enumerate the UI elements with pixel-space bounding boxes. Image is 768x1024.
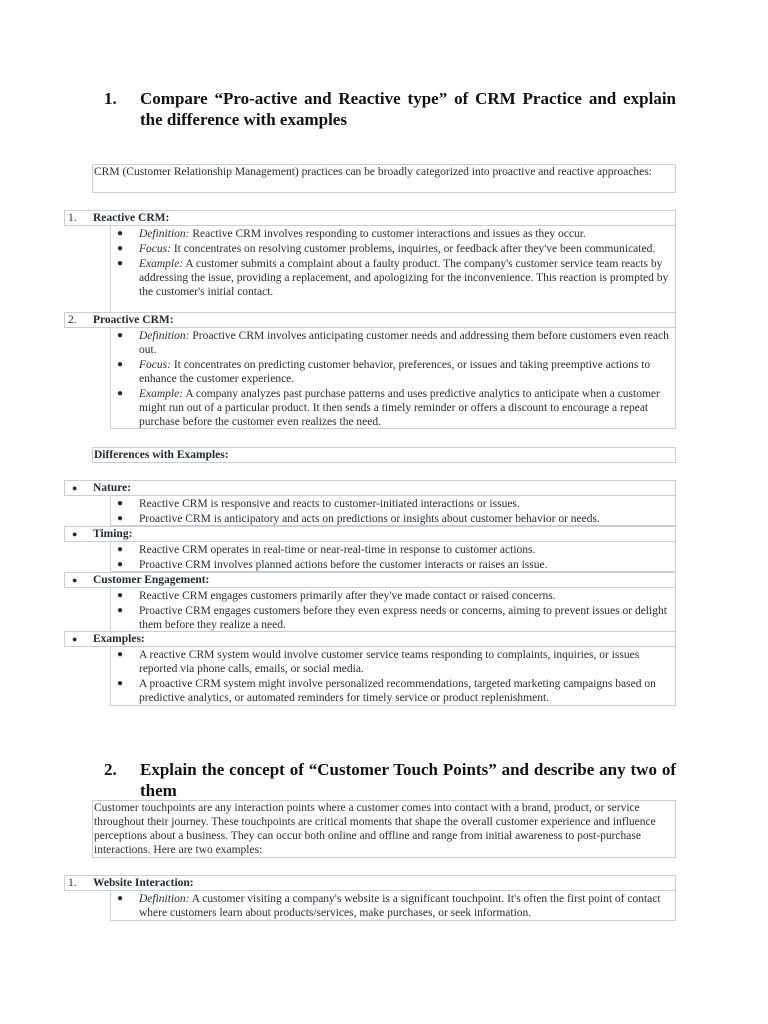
reactive-crm-number: 1. bbox=[68, 212, 77, 224]
question-1-heading bbox=[104, 88, 676, 130]
list-item bbox=[111, 589, 675, 603]
question-1-title: Compare “Pro-active and Reactive type” of CRM Practice and explain the difference with examples bbox=[140, 89, 676, 129]
item-text: A reactive CRM system would involve customer service teams responding to complaints, inquiries, or issues reported via phone calls, emails, or social media. bbox=[139, 649, 640, 675]
bullet: ● bbox=[72, 634, 78, 644]
list-item bbox=[111, 558, 675, 572]
list-item bbox=[111, 358, 675, 386]
bullet: ● bbox=[117, 590, 124, 601]
bullet: ● bbox=[117, 513, 124, 524]
question-2-number: 2. bbox=[104, 760, 117, 779]
question-2-heading bbox=[104, 759, 676, 801]
item-text: Reactive CRM is responsive and reacts to customer-initiated interactions or issues. bbox=[139, 498, 520, 510]
item-text: Proactive CRM involves planned actions before the customer interacts or raises an issue. bbox=[139, 559, 548, 571]
item-term: Definition: bbox=[139, 893, 190, 905]
intro-paragraph: CRM (Customer Relationship Management) practices can be broadly categorized into proactive and reactive approaches: bbox=[92, 164, 676, 193]
bullet: ● bbox=[117, 243, 124, 254]
bullet: ● bbox=[117, 330, 124, 341]
difference-examples-list bbox=[110, 646, 676, 706]
item-text: Reactive CRM engages customers primarily after they've made contact or raised concerns. bbox=[139, 590, 556, 602]
website-interaction-number: 1. bbox=[68, 877, 77, 889]
difference-examples-heading bbox=[64, 631, 676, 647]
question-2-title: Explain the concept of “Customer Touch Points” and describe any two of them bbox=[140, 760, 676, 800]
bullet: ● bbox=[117, 605, 124, 616]
difference-timing-list bbox=[110, 541, 676, 572]
item-text: A proactive CRM system might involve personalized recommendations, targeted marketing campaigns based on predictive analytics, or automated reminders for timely service or product replenishment. bbox=[139, 678, 656, 704]
item-text: It concentrates on resolving customer problems, inquiries, or feedback after they've been communicated. bbox=[170, 243, 656, 255]
bullet: ● bbox=[117, 544, 124, 555]
proactive-crm-heading bbox=[64, 312, 676, 328]
list-item bbox=[111, 329, 675, 357]
list-item bbox=[111, 512, 675, 526]
list-item bbox=[111, 543, 675, 557]
reactive-crm-heading bbox=[64, 210, 676, 226]
item-text: Reactive CRM operates in real-time or near-real-time in response to customer actions. bbox=[139, 544, 536, 556]
list-item bbox=[111, 257, 675, 299]
item-text: A company analyzes past purchase patterns and uses predictive analytics to anticipate when a customer might run out of a particular product. It then sends a timely reminder or offers a discount to encourage a repeat purchase before the customer even realizes the need. bbox=[139, 388, 660, 428]
reactive-crm-label: Reactive CRM: bbox=[93, 212, 170, 224]
difference-label: Nature: bbox=[93, 482, 132, 494]
list-item bbox=[111, 387, 675, 429]
item-text: Proactive CRM involves anticipating customer needs and addressing them before customers even reach out. bbox=[139, 330, 669, 356]
bullet: ● bbox=[72, 575, 78, 585]
differences-heading: Differences with Examples: bbox=[92, 447, 676, 463]
difference-label: Customer Engagement: bbox=[93, 574, 210, 586]
website-interaction-label: Website Interaction: bbox=[93, 877, 194, 889]
website-interaction-list bbox=[110, 890, 676, 921]
bullet: ● bbox=[72, 529, 78, 539]
bullet: ● bbox=[117, 228, 124, 239]
website-interaction-heading bbox=[64, 875, 676, 891]
touchpoints-intro-paragraph: Customer touchpoints are any interaction points where a customer comes into contact with a brand, product, or service throughout their journey. These touchpoints are critical moments that shape the overall customer experience and influence perceptions about a business. They can occur both online and offline and range from initial awareness to post-purchase interactions. Here are two examples: bbox=[92, 800, 676, 858]
proactive-crm-number: 2. bbox=[68, 314, 77, 326]
item-text: A customer visiting a company's website is a significant touchpoint. It's often the first point of contact where customers learn about products/services, make purchases, or seek information. bbox=[139, 893, 661, 919]
proactive-crm-label: Proactive CRM: bbox=[93, 314, 174, 326]
reactive-crm-list bbox=[110, 225, 676, 313]
item-text: Proactive CRM engages customers before they even express needs or concerns, aiming to prevent issues or delight them before they realize a need. bbox=[139, 605, 667, 631]
list-item bbox=[111, 677, 675, 705]
bullet: ● bbox=[117, 649, 124, 660]
list-item bbox=[111, 497, 675, 511]
difference-nature-list bbox=[110, 495, 676, 526]
bullet: ● bbox=[117, 388, 124, 399]
bullet: ● bbox=[72, 483, 78, 493]
question-1-number: 1. bbox=[104, 89, 117, 108]
list-item bbox=[111, 892, 675, 920]
bullet: ● bbox=[117, 559, 124, 570]
difference-label: Timing: bbox=[93, 528, 133, 540]
difference-engagement-heading bbox=[64, 572, 676, 588]
difference-timing-heading bbox=[64, 526, 676, 542]
item-term: Definition: bbox=[139, 228, 190, 240]
list-item bbox=[111, 648, 675, 676]
list-item bbox=[111, 242, 675, 256]
item-term: Definition: bbox=[139, 330, 190, 342]
item-text: Reactive CRM involves responding to customer interactions and issues as they occur. bbox=[189, 228, 586, 240]
bullet: ● bbox=[117, 498, 124, 509]
item-text: It concentrates on predicting customer behavior, preferences, or issues and taking preemptive actions to enhance the customer experience. bbox=[139, 359, 651, 385]
item-text: A customer submits a complaint about a faulty product. The company's customer service team reacts by addressing the issue, providing a replacement, and apologizing for the inconvenience. This reaction is prompted by the customer's initial contact. bbox=[139, 258, 669, 298]
list-item bbox=[111, 604, 675, 632]
list-item bbox=[111, 227, 675, 241]
bullet: ● bbox=[117, 678, 124, 689]
bullet: ● bbox=[117, 258, 124, 269]
bullet: ● bbox=[117, 359, 124, 370]
proactive-crm-list bbox=[110, 327, 676, 429]
item-term: Focus: bbox=[139, 359, 171, 371]
item-text: Proactive CRM is anticipatory and acts on predictions or insights about customer behavior or needs. bbox=[139, 513, 600, 525]
bullet: ● bbox=[117, 893, 124, 904]
item-term: Example: bbox=[139, 388, 184, 400]
item-term: Focus: bbox=[139, 243, 171, 255]
difference-label: Examples: bbox=[93, 633, 145, 645]
difference-nature-heading bbox=[64, 480, 676, 496]
difference-engagement-list bbox=[110, 587, 676, 632]
item-term: Example: bbox=[139, 258, 184, 270]
